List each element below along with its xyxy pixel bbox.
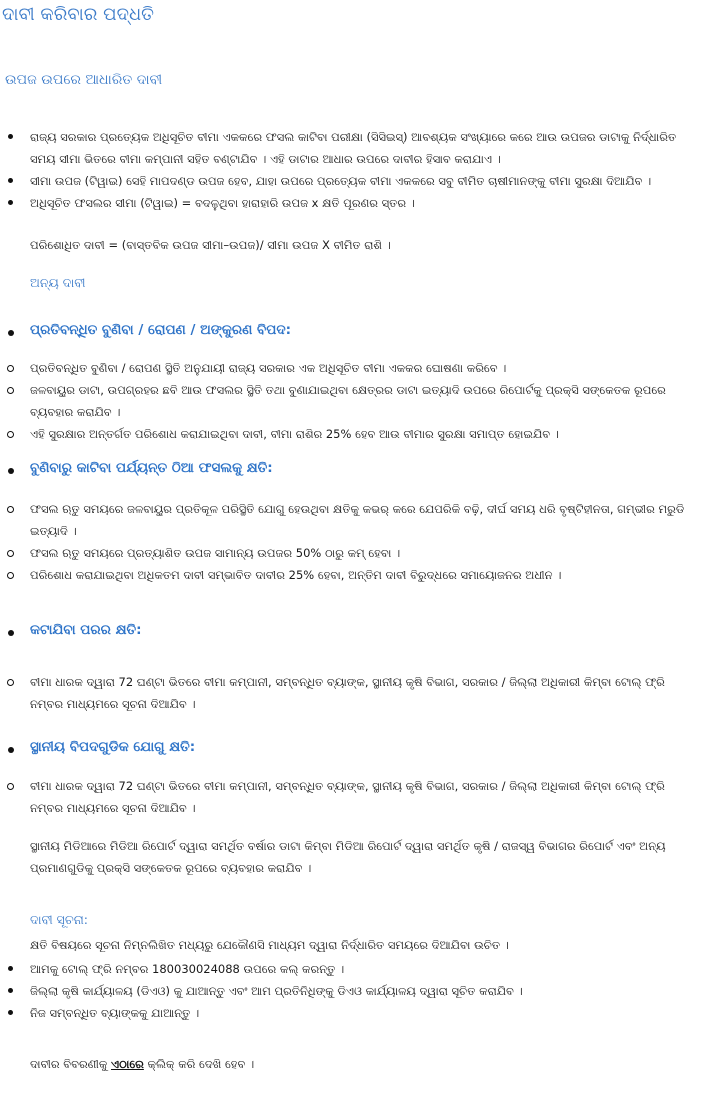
standing-crop-list: [0, 498, 700, 586]
list-item: ଜିଲ୍ଲା କୃଷି କାର୍ଯ୍ୟାଳୟ (ଡିଏଓ) କୁ ଯାଆନ୍ତୁ ଏବଂ ଆମ ପ୍ରତିନିଧିଙ୍କୁ ଡିଏଓ କାର୍ଯ୍ୟାଳୟ ଦ୍ୱାରା ସୂଚିତ କରାଯିବ ।: [0, 980, 700, 1002]
list-item: ଅଧିସୂଚିତ ଫସଲର ସୀମା (ଟିୱାଇ) = ବଦଳୁଥିବା ହାରାହାରି ଉପଜ x କ୍ଷତି ପୂରଣର ସ୍ତର ।: [0, 192, 700, 214]
other-claims-heading: ଅନ୍ୟ ଦାବୀ: [30, 275, 86, 290]
claim-formula: ପରିଶୋଧିତ ଦାବୀ = (ବାସ୍ତବିକ ଉପଜ ସୀମା–ଉପଜ)/ ସୀମା ଉପଜ X ବୀମିତ ରାଶି ।: [30, 238, 391, 252]
yield-claims-list: [0, 126, 700, 214]
yield-based-claims-heading: ଉପଜ ଉପରେ ଆଧାରିତ ଦାବୀ: [5, 72, 163, 88]
localized-risks-list: [0, 775, 700, 819]
claim-intimation-heading: ଦାବୀ ସୂଚନା:: [30, 912, 88, 927]
list-item: ଫସଲ ଋତୁ ସମୟରେ ପ୍ରତ୍ୟାଶିତ ଉପଜ ସାମାନ୍ୟ ଉପଜର 50% ଠାରୁ କମ୍ ହେବା ।: [0, 542, 700, 564]
bullet-dot: [8, 330, 14, 336]
section-heading-standing-crop: ବୁଣିବାରୁ କାଟିବା ପର୍ଯ୍ୟନ୍ତ ଠିଆ ଫସଲକୁ କ୍ଷତି:: [0, 460, 273, 476]
list-item: ଆମକୁ ଟୋଲ୍ ଫ୍ରି ନମ୍ବର 180030024088 ଉପରେ କଲ୍ କରନ୍ତୁ ।: [0, 958, 700, 980]
page-title: ଦାବୀ କରିବାର ପଦ୍ଧତି: [2, 4, 154, 25]
section-heading-prevented-sowing: ପ୍ରତିବନ୍ଧିତ ବୁଣିବା / ରୋପଣ / ଅଙ୍କୁରଣ ବିପଦ:: [0, 322, 291, 338]
list-item: ନିଜ ସମ୍ବନ୍ଧିତ ବ୍ୟାଙ୍କକୁ ଯାଆନ୍ତୁ ।: [0, 1002, 700, 1024]
claim-details-line: [30, 1053, 700, 1075]
intimation-list: [0, 958, 700, 1024]
claim-details-suffix: କ୍ଲିକ୍ କରି ଦେଖି ହେବ ।: [143, 1057, 255, 1071]
list-item: ସୀମା ଉପଜ (ଟିୱାଇ) ସେହି ମାପଦଣ୍ଡ ଉପଜ ହେବ, ଯାହା ଉପରେ ପ୍ରତ୍ୟେକ ବୀମା ଏକକରେ ସବୁ ବୀମିତ ଚାଷୀମାନଙ୍କୁ ବୀମା ସୁରକ୍ଷା ଦିଆଯିବ ।: [0, 170, 700, 192]
claim-intimation-intro: କ୍ଷତି ବିଷୟରେ ସୂଚନା ନିମ୍ନଲିଖିତ ମଧ୍ୟରୁ ଯେକୌଣସି ମାଧ୍ୟମ ଦ୍ୱାରା ନିର୍ଦ୍ଧାରିତ ସମୟରେ ଦିଆଯିବା ଉଚିତ ।: [30, 938, 509, 952]
list-item: ପରିଶୋଧ କରାଯାଇଥିବା ଅଧିକତମ ଦାବୀ ସମ୍ଭାବିତ ଦାବୀର 25% ହେବା, ଅନ୍ତିମ ଦାବୀ ବିରୁଦ୍ଧରେ ସମାୟୋଜନର ଅଧୀନ ।: [0, 564, 700, 586]
claim-details-link[interactable]: ଏଠାରେ: [111, 1057, 144, 1071]
bullet-dot: [8, 747, 14, 753]
list-item: ବୀମା ଧାରକ ଦ୍ୱାରା 72 ଘଣ୍ଟା ଭିତରେ ବୀମା କମ୍ପାନୀ, ସମ୍ବନ୍ଧିତ ବ୍ୟାଙ୍କ, ସ୍ଥାନୀୟ କୃଷି ବିଭାଗ, ସରକାର / ଜିଲ୍ଲା ଅଧିକାରୀ କିମ୍ବା ଟୋଲ୍ ଫ୍ରି ନମ୍ବର ମାଧ୍ୟମରେ ସୂଚନା ଦିଆଯିବ ।: [0, 775, 700, 819]
list-item: ବୀମା ଧାରକ ଦ୍ୱାରା 72 ଘଣ୍ଟା ଭିତରେ ବୀମା କମ୍ପାନୀ, ସମ୍ବନ୍ଧିତ ବ୍ୟାଙ୍କ, ସ୍ଥାନୀୟ କୃଷି ବିଭାଗ, ସରକାର / ଜିଲ୍ଲା ଅଧିକାରୀ କିମ୍ବା ଟୋଲ୍ ଫ୍ରି ନମ୍ବର ମାଧ୍ୟମରେ ସୂଚନା ଦିଆଯିବ ।: [0, 671, 700, 715]
prevented-sowing-list: [0, 357, 700, 445]
list-item: ରାଜ୍ୟ ସରକାର ପ୍ରତ୍ୟେକ ଅଧିସୂଚିତ ବୀମା ଏକକରେ ଫସଲ କାଟିବା ପରୀକ୍ଷା (ସିସିଇସ୍) ଆବଶ୍ୟକ ସଂଖ୍ୟାରେ କରେ ଆଉ ଉପଜର ଡାଟାକୁ ନିର୍ଦ୍ଧାରିତ ସମୟ ସୀମା ଭିତରେ ବୀମା କମ୍ପାନୀ ସହିତ ବଣ୍ଟାଯିବ । ଏହି ଡାଟାର ଆଧାର ଉପରେ ଦାବୀର ହିସାବ କରାଯାଏ ।: [0, 126, 700, 170]
list-item: ପ୍ରତିବନ୍ଧିତ ବୁଣିବା / ରୋପଣ ସ୍ଥିତି ଅନୁଯାୟୀ ରାଜ୍ୟ ସରକାର ଏକ ଅଧିସୂଚିତ ବୀମା ଏକକର ଘୋଷଣା କରିବେ ।: [0, 357, 700, 379]
localized-risks-note: ସ୍ଥାନୀୟ ମିଡିଆରେ ମିଡିଆ ରିପୋର୍ଟ ଦ୍ୱାରା ସମର୍ଥିତ ବର୍ଷାର ଡାଟା କିମ୍ବା ମିଡିଆ ରିପୋର୍ଟ ଦ୍ୱାରା ସମର୍ଥିତ କୃଷି / ରାଜସ୍ୱ ବିଭାଗର ରିପୋର୍ଟ ଏବଂ ଅନ୍ୟ ପ୍ରମାଣଗୁଡିକୁ ପ୍ରକ୍ସି ସଙ୍କେତକ ରୂପରେ ବ୍ୟବହାର କରାଯିବ ।: [30, 839, 666, 875]
list-item: ଫସଲ ଋତୁ ସମୟରେ ଜଳବାୟୁର ପ୍ରତିକୂଳ ପରିସ୍ଥିତି ଯୋଗୁ ହେଉଥିବା କ୍ଷତିକୁ କଭର୍ କରେ ଯେପରିକି ବଢ଼ି, ଦୀର୍ଘ ସମୟ ଧରି ବୃଷ୍ଟିହୀନତା, ଗମ୍ଭୀର ମରୁଡି ଇତ୍ୟାଦି ।: [0, 498, 700, 542]
post-harvest-list: [0, 671, 700, 715]
claim-details-prefix: ଦାବୀର ବିବରଣୀକୁ: [30, 1057, 112, 1071]
bullet-dot: [8, 468, 14, 474]
section-heading-localized-risks: ସ୍ଥାନୀୟ ବିପଦଗୁଡିକ ଯୋଗୁ କ୍ଷତି:: [0, 739, 195, 755]
list-item: ଏହି ସୁରକ୍ଷାର ଅନ୍ତର୍ଗତ ପରିଶୋଧ କରାଯାଇଥିବା ଦାବୀ, ବୀମା ରାଶିର 25% ହେବ ଆଉ ବୀମାର ସୁରକ୍ଷା ସମାପ୍ତ ହୋଇଯିବ ।: [0, 423, 700, 445]
list-item: ଜଳବାୟୁର ଡାଟା, ଉପଗ୍ରହର ଛବି ଆଉ ଫସଲର ସ୍ଥିତି ତଥା ବୁଣାଯାଇଥିବା କ୍ଷେତ୍ରର ଡାଟା ଇତ୍ୟାଦି ଉପରେ ରିପୋର୍ଟକୁ ପ୍ରକ୍ସି ସଙ୍କେତକ ରୂପରେ ବ୍ୟବହାର କରାଯିବ ।: [0, 379, 700, 423]
section-heading-post-harvest: କଟାଯିବା ପରର କ୍ଷତି:: [0, 622, 142, 638]
bullet-dot: [8, 630, 14, 636]
